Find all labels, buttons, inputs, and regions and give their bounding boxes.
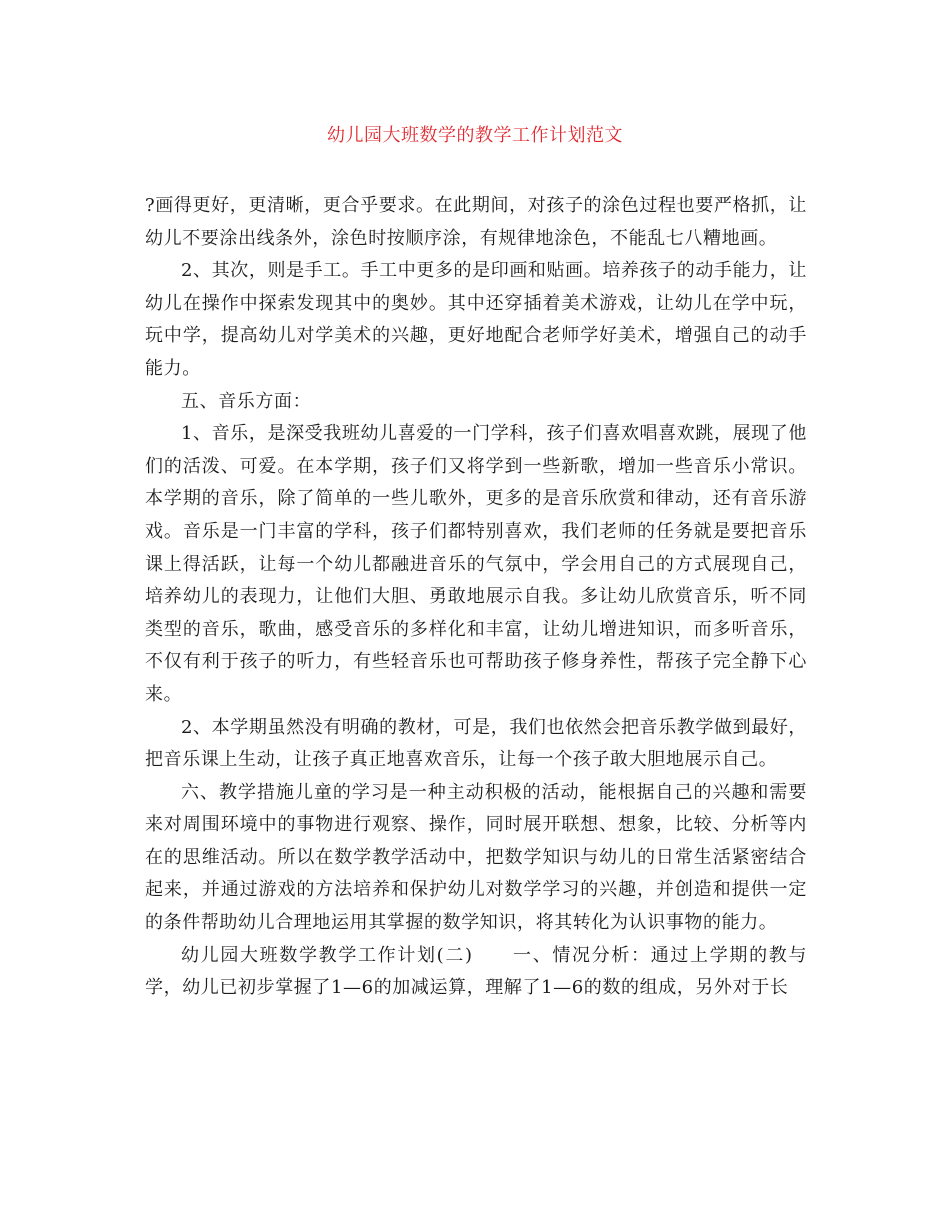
section-heading-music: 五、音乐方面： xyxy=(181,390,312,412)
paragraph-continuation: ?画得更好，更清晰，更合乎要求。在此期间，对孩子的涂色过程也要严格抓，让幼儿不要涂出线条外，涂色时按顺序涂，有规律地涂色，不能乱七八糟地画。 xyxy=(145,195,807,249)
document-title: 幼儿园大班数学的教学工作计划范文 xyxy=(327,125,623,146)
document-body xyxy=(145,190,807,1005)
paragraph-handcraft: 2、其次，则是手工。手工中更多的是印画和贴画。培养孩子的动手能力，让幼儿在操作中探索发现其中的奥妙。其中还穿插着美术游戏，让幼儿在学中玩，玩中学，提高幼儿对学美术的兴趣，更好地配合老师学好美术，增强自己的动手能力。 xyxy=(145,260,807,379)
paragraph-music-2: 2、本学期虽然没有明确的教材，可是，我们也依然会把音乐教学做到最好，把音乐课上生动，让孩子真正地喜欢音乐，让每一个孩子敢大胆地展示自己。 xyxy=(145,716,807,771)
paragraph-teaching-measures: 六、教学措施儿童的学习是一种主动积极的活动，能根据自己的兴趣和需要来对周围环境中的事物进行观察、操作，同时展开联想、想象，比较、分析等内在的思维活动。所以在数学教学活动中，把数学知识与幼儿的日常生活紧密结合起来，并通过游戏的方法培养和保护幼儿对数学学习的兴趣，并创造和提供一定的条件帮助幼儿合理地运用其掌握的数学知识，将其转化为认识事物的能力。 xyxy=(145,781,807,934)
paragraph-music-1: 1、音乐，是深受我班幼儿喜爱的一门学科，孩子们喜欢唱喜欢跳，展现了他们的活泼、可爱。在本学期，孩子们又将学到一些新歌，增加一些音乐小常识。本学期的音乐，除了简单的一些儿歌外，更多的是音乐欣赏和律动，还有音乐游戏。音乐是一门丰富的学科，孩子们都特别喜欢，我们老师的任务就是要把音乐课上得活跃，让每一个幼儿都融进音乐的气氛中，学会用自己的方式展现自己，培养幼儿的表现力，让他们大胆、勇敢地展示自我。多让幼儿欣赏音乐，听不同类型的音乐，歌曲，感受音乐的多样化和丰富，让幼儿增进知识，而多听音乐，不仅有利于孩子的听力，有些轻音乐也可帮助孩子修身养性，帮孩子完全静下心来。 xyxy=(145,423,807,705)
paragraph-plan-two: 幼儿园大班数学教学工作计划(二) 一、情况分析：通过上学期的教与学，幼儿已初步掌握了1—6的加减运算，理解了1—6的数的组成，另外对于长 xyxy=(145,944,807,999)
